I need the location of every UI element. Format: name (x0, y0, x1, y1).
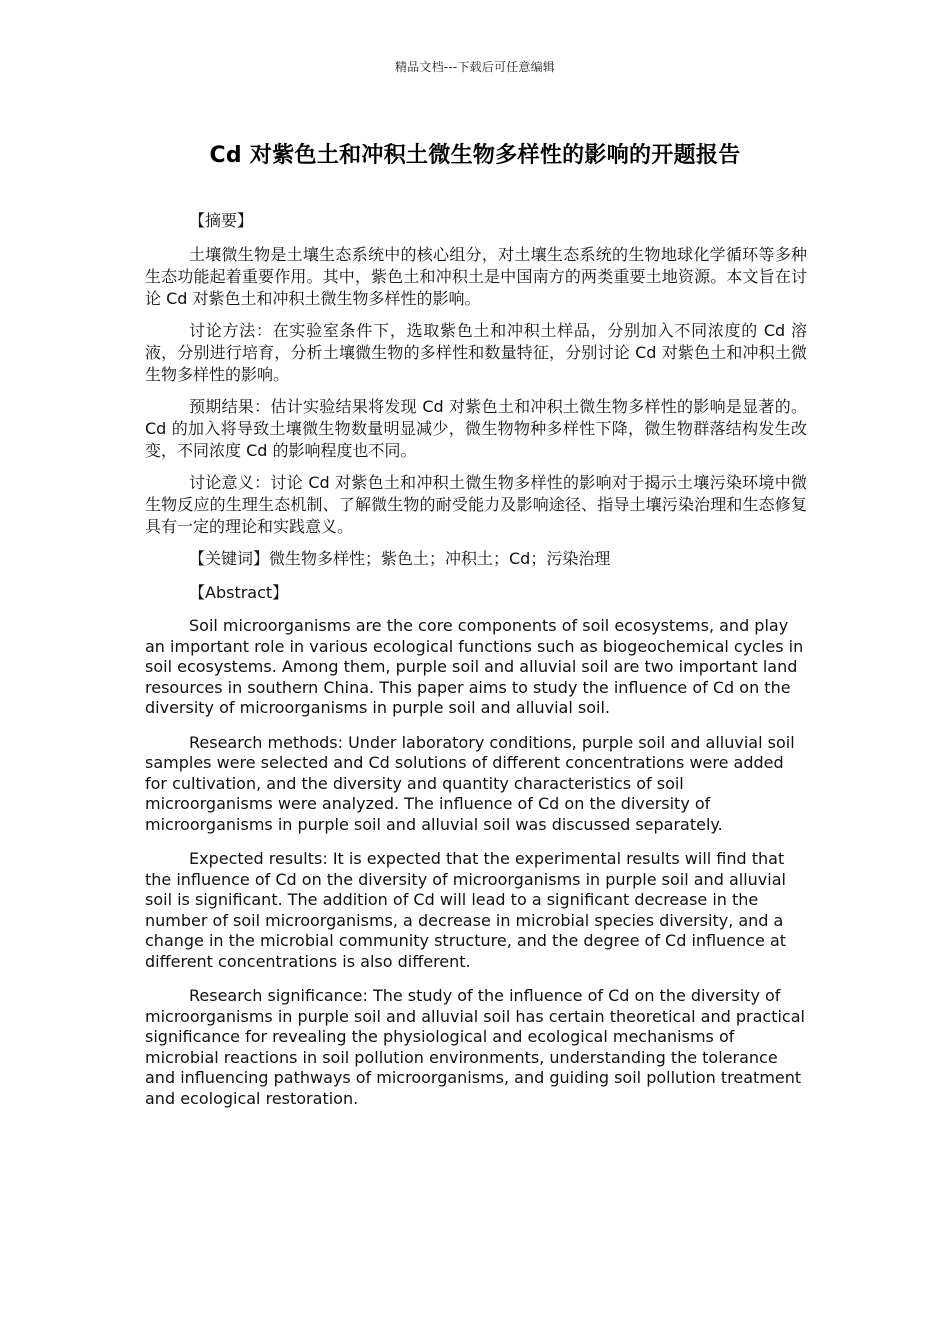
page-header: 精品文档---下载后可任意编辑 (395, 60, 555, 74)
abstract-cn-paragraph-methods: 讨论方法：在实验室条件下，选取紫色土和冲积土样品，分别加入不同浓度的 Cd 溶液，分别进行培育，分析土壤微生物的多样性和数量特征，分别讨论 Cd 对紫色土和冲积土微生物多样性的影响。 (145, 321, 807, 384)
abstract-cn-paragraph-results: 预期结果：估计实验结果将发现 Cd 对紫色土和冲积土微生物多样性的影响是显著的。Cd 的加入将导致土壤微生物数量明显减少，微生物物种多样性下降，微生物群落结构发生改变，不同浓度 Cd 的影响程度也不同。 (145, 397, 807, 460)
abstract-cn-label: 【摘要】 (189, 211, 254, 230)
abstract-en-paragraph-significance: Research significance: The study of the influence of Cd on the diversity of microorganisms in purple soil and alluvial soil has certain theoretical and practical significance for revealing the physiological and ecological mechanisms of microbial reactions in soil pollution environments, understanding the tolerance and influencing pathways of microorganisms, and guiding soil pollution treatment and ecological restoration. (145, 986, 805, 1108)
document-title: Cd 对紫色土和冲积土微生物多样性的影响的开题报告 (209, 143, 741, 168)
document-body (145, 210, 807, 1123)
abstract-cn-paragraph-intro: 土壤微生物是土壤生态系统中的核心组分，对土壤生态系统的生物地球化学循环等多种生态功能起着重要作用。其中，紫色土和冲积土是中国南方的两类重要土地资源。本文旨在讨论 Cd 对紫色土和冲积土微生物多样性的影响。 (145, 245, 807, 308)
abstract-en-paragraph-methods: Research methods: Under laboratory conditions, purple soil and alluvial soil samples were selected and Cd solutions of different concentrations were added for cultivation, and the diversity and quantity characteristics of soil microorganisms were analyzed. The influence of Cd on the diversity of microorganisms in purple soil and alluvial soil was discussed separately. (145, 732, 795, 834)
abstract-en-label: 【Abstract】 (189, 583, 289, 602)
keywords: 【关键词】微生物多样性；紫色土；冲积土；Cd；污染治理 (189, 549, 611, 568)
abstract-en-paragraph-results: Expected results: It is expected that the experimental results will find that the influence of Cd on the diversity of microorganisms in purple soil and alluvial soil is significant. The addition of Cd will lead to a significant decrease in the number of soil microorganisms, a decrease in microbial species diversity, and a change in the microbial community structure, and the degree of Cd influence at different concentrations is also different. (145, 849, 787, 971)
abstract-cn-paragraph-significance: 讨论意义：讨论 Cd 对紫色土和冲积土微生物多样性的影响对于揭示土壤污染环境中微生物反应的生理生态机制、了解微生物的耐受能力及影响途径、指导土壤污染治理和生态修复具有一定的理论和实践意义。 (145, 473, 807, 536)
abstract-en-paragraph-intro: Soil microorganisms are the core components of soil ecosystems, and play an important role in various ecological functions such as biogeochemical cycles in soil ecosystems. Among them, purple soil and alluvial soil are two important land resources in southern China. This paper aims to study the influence of Cd on the diversity of microorganisms in purple soil and alluvial soil. (145, 616, 804, 717)
